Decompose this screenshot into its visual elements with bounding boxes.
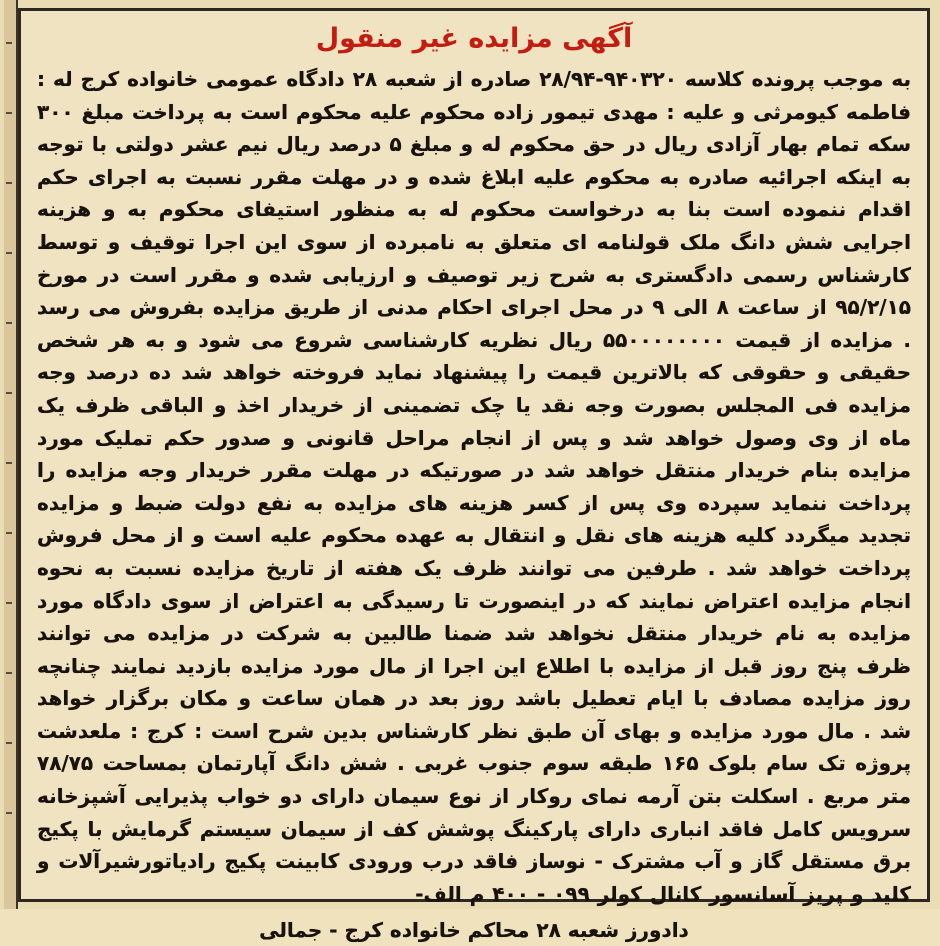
rule-mark: [6, 322, 12, 324]
rule-mark: [6, 532, 12, 534]
notice-signature: دادورز شعبه ۲۸ محاکم خانواده کرج - جمالی: [259, 918, 689, 943]
rule-mark: [6, 252, 12, 254]
rule-mark: [6, 602, 12, 604]
left-column-rule: [4, 0, 18, 909]
notice-body: به موجب پرونده کلاسه ۹۴۰۳۲۰-۲۸/۹۴ صادره از شعبه ۲۸ دادگاه عمومی خانواده کرج له : فاطمه کیومرثی و علیه : مهدی تیمور زاده محکوم علیه محکوم است به پرداخت مبلغ ۳۰۰ سکه تمام بهار آزادی ریال در حق محکوم له و مبلغ ۵ درصد ریال نیم عشر دولتی با توجه به اینکه اجرائیه صادره به محکوم علیه ابلاغ شده و در مهلت مقرر نسبت به اجرای حکم اقدام ننموده است بنا به درخواست محکوم له به منظور استیفای محکوم به و هزینه اجرایی شش دانگ ملک قولنامه ای متعلق به نامبرده از سوی این اجرا توقیف و توسط کارشناس رسمی دادگستری به شرح زیر توصیف و ارزیابی شده و مقرر است در مورخ ۹۵/۲/۱۵ از ساعت ۸ الی ۹ در محل اجرای احکام مدنی از طریق مزایده بفروش می رسد . مزایده از قیمت ۵۵۰۰۰۰۰۰۰۰ ریال نظریه کارشناسی شروع می شود و به هر شخص حقیقی و حقوقی که بالاترین قیمت را پیشنهاد نماید فروخته خواهد شد ده درصد وجه مزایده فی المجلس بصورت وجه نقد یا چک تضمینی از خریدار اخذ و الباقی ظرف یک ماه از وی وصول خواهد شد و پس از انجام مراحل قانونی و صدور حکم تملیک مورد مزایده بنام خریدار منتقل خواهد شد در صورتیکه در مهلت مقرر خریدار وجه مزایده را پرداخت ننماید سپرده وی پس از کسر هزینه های مزایده به نفع دولت ضبط و مزایده تجدید میگردد کلیه هزینه های نقل و انتقال به عهده محکوم علیه است و از محل فروش پرداخت خواهد شد . طرفین می توانند ظرف یک هفته از تاریخ مزایده نسبت به نحوه انجام مزایده اعتراض نمایند که در اینصورت تا رسیدگی به اعتراض از سوی دادگاه مورد مزایده به نام خریدار منتقل نخواهد شد ضمنا طالبین به شرکت در مزایده می توانند ظرف پنج روز قبل از مزایده با اطلاع این اجرا از مال مورد مزایده بازدید نمایند چنانچه روز مزایده مصادف با ایام تعطیل باشد روز بعد در همان ساعت و مکان برگزار خواهد شد . مال مورد مزایده و بهای آن طبق نظر کارشناس بدین شرح است : کرج : ملعدشت پروژه تک سام بلوک ۱۶۵ طبقه سوم جنوب غربی . شش دانگ آپارتمان بمساحت ۷۸/۷۵ متر مربع . اسکلت بتن آرمه نمای روکار از نوع سیمان دارای دو خواب پذیرایی آشپزخانه سرویس کامل فاقد انباری دارای پارکینگ پوشش کف از سیمان سیستم گرمایش با پکیج برق مستقل گاز و آب مشترک - نوساز فاقد درب ورودی کابینت پکیج رادیاتورشیرآلات و کلید و پریز آسانسور کانال کولر ۰۹۹ - ۴۰۰ م الف-: [37, 67, 911, 906]
rule-mark: [6, 672, 12, 674]
rule-mark: [6, 42, 12, 44]
auction-notice-box: [18, 8, 930, 943]
rule-mark: [6, 392, 12, 394]
notice-title: آگهی مزایده غیر منقول: [315, 23, 633, 54]
rule-mark: [6, 462, 12, 464]
rule-mark: [6, 742, 12, 744]
rule-mark: [6, 812, 12, 814]
rule-mark: [6, 112, 12, 114]
rule-mark: [6, 182, 12, 184]
